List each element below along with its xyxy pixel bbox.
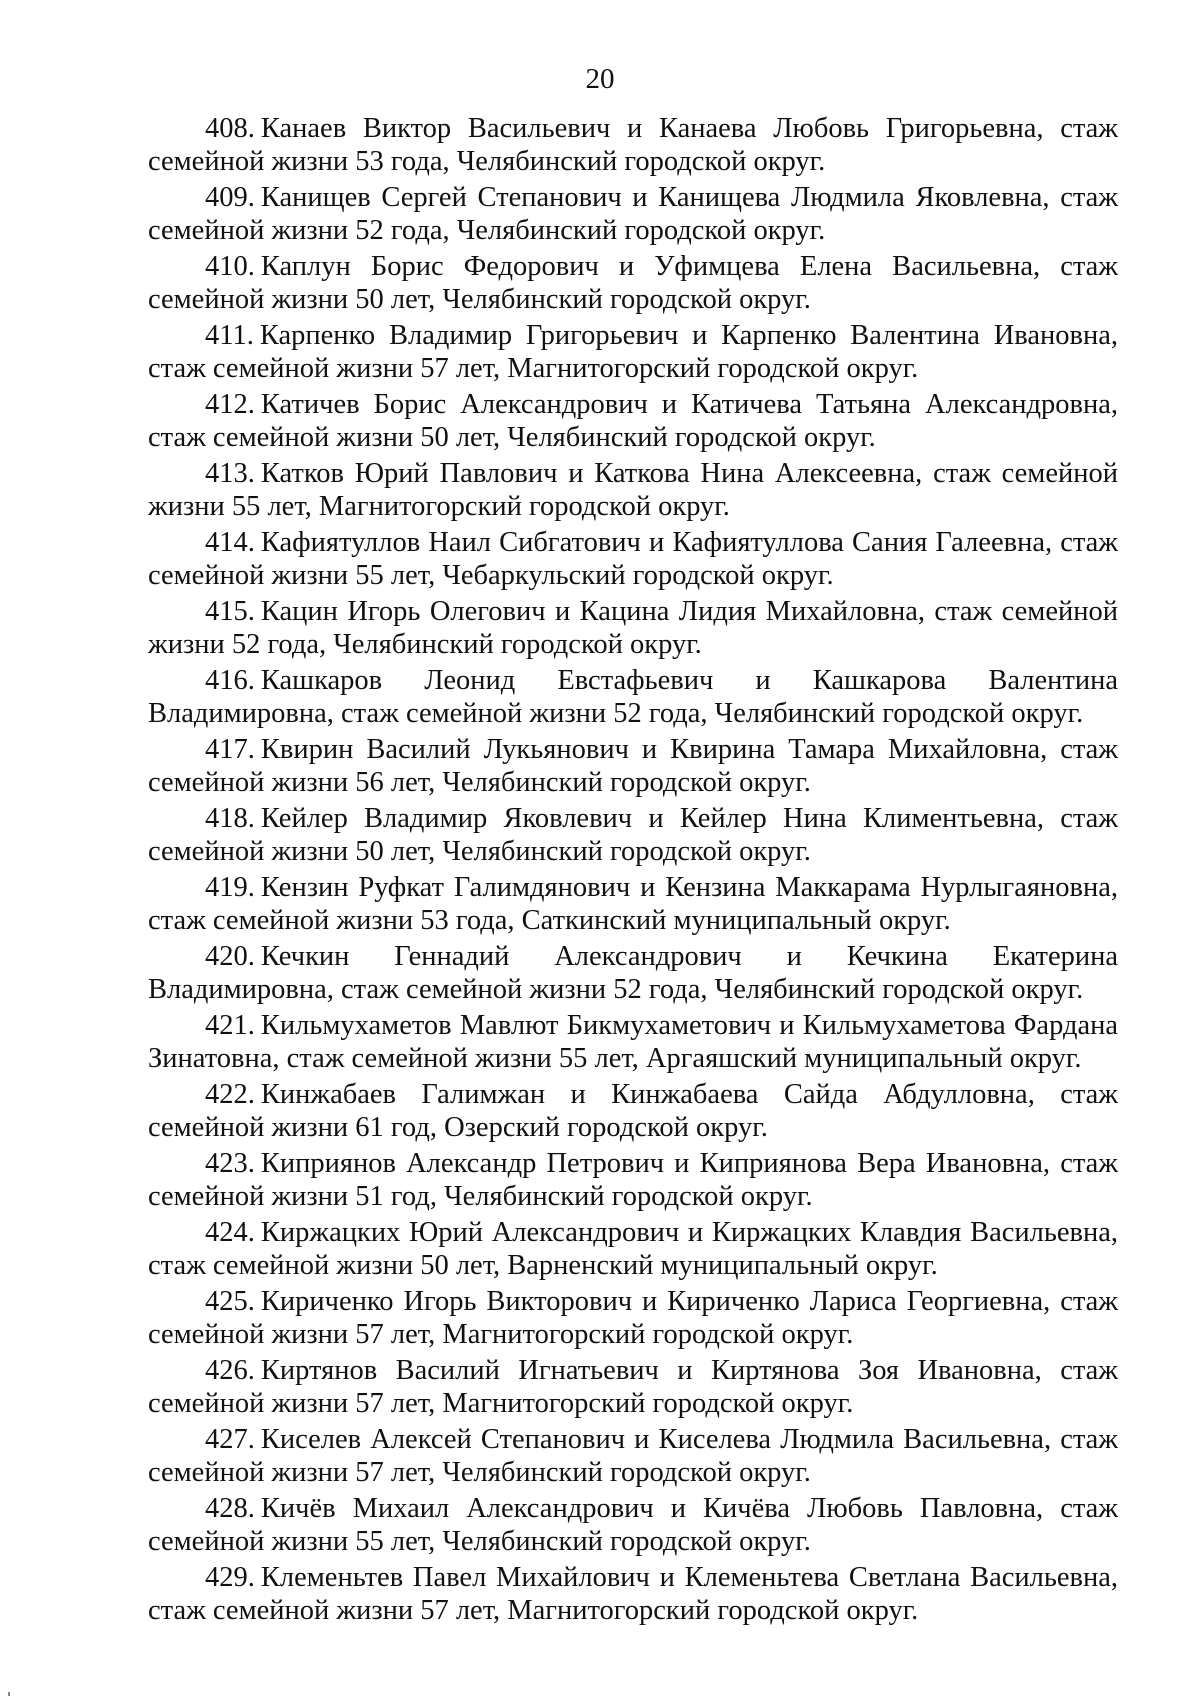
entry-text: Кейлер Владимир Яковлевич и Кейлер Нина Климентьевна, стаж семейной жизни 50 лет, Челябинский городской округ.: [148, 803, 1118, 867]
list-item: [148, 941, 1118, 1006]
entry-text: Квирин Василий Лукьянович и Квирина Тамара Михайловна, стаж семейной жизни 56 лет, Челябинский городской округ.: [148, 734, 1118, 798]
scan-edge-mark: [8, 1692, 10, 1696]
entry-text: Катичев Борис Александрович и Катичева Татьяна Александровна, стаж семейной жизни 50 лет, Челябинский городской округ.: [148, 389, 1118, 453]
entry-text: Киприянов Александр Петрович и Киприянова Вера Ивановна, стаж семейной жизни 51 год, Челябинский городской округ.: [148, 1148, 1118, 1212]
entry-number: 426.: [205, 1355, 255, 1386]
entry-text: Кензин Руфкат Галимдянович и Кензина Маккарама Нурлыгаяновна, стаж семейной жизни 53 года, Саткинский муниципальный округ.: [148, 872, 1118, 936]
entry-number: 409.: [205, 182, 255, 213]
entry-text: Кичёв Михаил Александрович и Кичёва Любовь Павловна, стаж семейной жизни 55 лет, Челябинский городской округ.: [148, 1493, 1118, 1557]
list-item: [148, 320, 1118, 385]
list-item: [148, 251, 1118, 316]
list-item: [148, 1217, 1118, 1282]
list-item: [148, 665, 1118, 730]
list-item: [148, 527, 1118, 592]
entry-text: Канаев Виктор Васильевич и Канаева Любовь Григорьевна, стаж семейной жизни 53 года, Челябинский городской округ.: [148, 113, 1118, 177]
entry-text: Киселев Алексей Степанович и Киселева Людмила Васильевна, стаж семейной жизни 57 лет, Челябинский городской округ.: [148, 1424, 1118, 1488]
entry-text: Каплун Борис Федорович и Уфимцева Елена Васильевна, стаж семейной жизни 50 лет, Челябинский городской округ.: [148, 251, 1118, 315]
entry-number: 417.: [205, 734, 255, 765]
entry-text: Клеменьтев Павел Михайлович и Клеменьтева Светлана Васильевна, стаж семейной жизни 57 лет, Магнитогорский городской округ.: [148, 1562, 1118, 1626]
list-item: [148, 1424, 1118, 1489]
list-item: [148, 1493, 1118, 1558]
entry-number: 424.: [205, 1217, 255, 1248]
entry-number: 425.: [205, 1286, 255, 1317]
entry-number: 414.: [205, 527, 255, 558]
list-item: [148, 389, 1118, 454]
entry-text: Канищев Сергей Степанович и Канищева Людмила Яковлевна, стаж семейной жизни 52 года, Челябинский городской округ.: [148, 182, 1118, 246]
list-item: [148, 803, 1118, 868]
entry-number: 428.: [205, 1493, 255, 1524]
entry-list: [148, 113, 1118, 1631]
entry-text: Кафиятуллов Наил Сибгатович и Кафиятуллова Сания Галеевна, стаж семейной жизни 55 лет, Чебаркульский городской округ.: [148, 527, 1118, 591]
entry-number: 427.: [205, 1424, 255, 1455]
entry-number: 415.: [205, 596, 255, 627]
list-item: [148, 113, 1118, 178]
entry-text: Кечкин Геннадий Александрович и Кечкина Екатерина Владимировна, стаж семейной жизни 52 года, Челябинский городской округ.: [148, 941, 1118, 1005]
entry-text: Кириченко Игорь Викторович и Кириченко Лариса Георгиевна, стаж семейной жизни 57 лет, Магнитогорский городской округ.: [148, 1286, 1118, 1350]
entry-text: Кашкаров Леонид Евстафьевич и Кашкарова Валентина Владимировна, стаж семейной жизни 52 года, Челябинский городской округ.: [148, 665, 1118, 729]
list-item: [148, 596, 1118, 661]
list-item: [148, 872, 1118, 937]
entry-number: 429.: [205, 1562, 255, 1593]
entry-text: Кильмухаметов Мавлют Бикмухаметович и Кильмухаметова Фардана Зинатовна, стаж семейной жизни 55 лет, Аргаяшский муниципальный округ.: [148, 1010, 1118, 1074]
entry-number: 408.: [205, 113, 255, 144]
list-item: [148, 1286, 1118, 1351]
entry-text: Карпенко Владимир Григорьевич и Карпенко Валентина Ивановна, стаж семейной жизни 57 лет, Магнитогорский городской округ.: [148, 320, 1118, 384]
entry-text: Кацин Игорь Олегович и Кацина Лидия Михайловна, стаж семейной жизни 52 года, Челябинский городской округ.: [148, 596, 1118, 660]
entry-number: 412.: [205, 389, 255, 420]
entry-number: 419.: [205, 872, 255, 903]
entry-number: 418.: [205, 803, 255, 834]
list-item: [148, 1079, 1118, 1144]
list-item: [148, 1355, 1118, 1420]
entry-number: 423.: [205, 1148, 255, 1179]
entry-number: 411.: [205, 320, 254, 351]
list-item: [148, 458, 1118, 523]
list-item: [148, 182, 1118, 247]
list-item: [148, 734, 1118, 799]
entry-number: 420.: [205, 941, 255, 972]
entry-text: Катков Юрий Павлович и Каткова Нина Алексеевна, стаж семейной жизни 55 лет, Магнитогорский городской округ.: [148, 458, 1118, 522]
entry-text: Кинжабаев Галимжан и Кинжабаева Сайда Абдулловна, стаж семейной жизни 61 год, Озерский городской округ.: [148, 1079, 1118, 1143]
page-number: 20: [585, 63, 615, 95]
entry-number: 413.: [205, 458, 255, 489]
list-item: [148, 1148, 1118, 1213]
entry-text: Киртянов Василий Игнатьевич и Киртянова Зоя Ивановна, стаж семейной жизни 57 лет, Магнитогорский городской округ.: [148, 1355, 1118, 1419]
entry-number: 422.: [205, 1079, 255, 1110]
entry-number: 416.: [205, 665, 255, 696]
entry-number: 410.: [205, 251, 255, 282]
list-item: [148, 1010, 1118, 1075]
entry-number: 421.: [205, 1010, 255, 1041]
entry-text: Киржацких Юрий Александрович и Киржацких Клавдия Васильевна, стаж семейной жизни 50 лет, Варненский муниципальный округ.: [148, 1217, 1118, 1281]
list-item: [148, 1562, 1118, 1627]
